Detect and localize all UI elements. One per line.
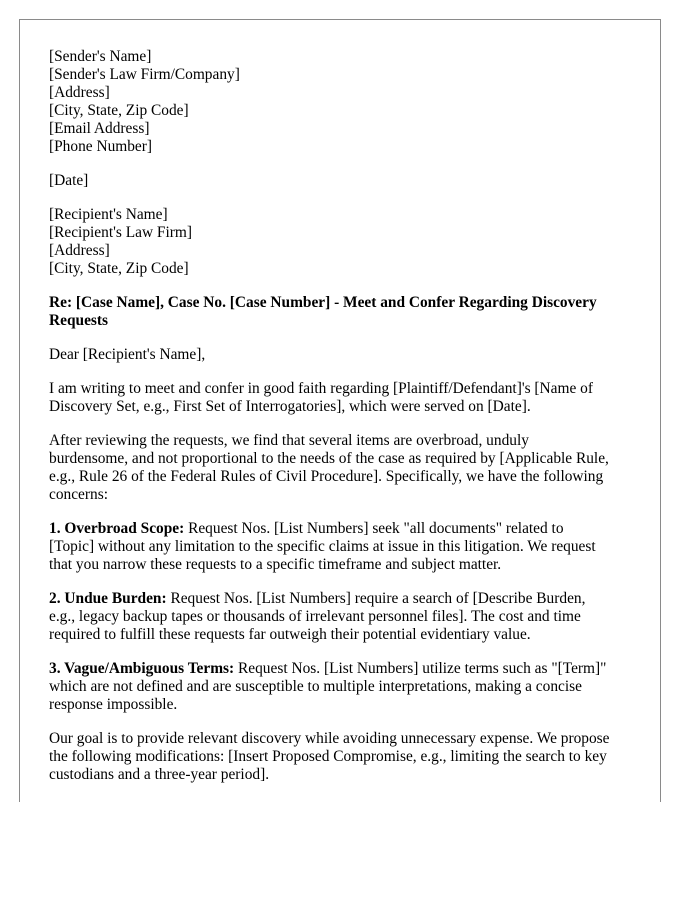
- review-paragraph: [49, 432, 639, 504]
- salutation-text: Dear [Recipient's Name],: [49, 346, 206, 363]
- recipient-firm: [Recipient's Law Firm]: [49, 224, 192, 241]
- sender-name: [Sender's Name]: [49, 48, 152, 65]
- subject-line-1: Re: [Case Name], Case No. [Case Number] - Meet and Confer Regarding Discovery: [49, 294, 597, 311]
- concern-1-line-3: that you narrow these requests to a specific timeframe and subject matter.: [49, 556, 502, 573]
- subject-line-2: Requests: [49, 312, 108, 329]
- recipient-block: [49, 206, 639, 278]
- concern-1-heading: 1. Overbroad Scope:: [49, 520, 185, 537]
- sender-address: [Address]: [49, 84, 110, 101]
- concern-3-heading: 3. Vague/Ambiguous Terms:: [49, 660, 235, 677]
- concern-3-line-3: response impossible.: [49, 696, 178, 713]
- review-line-3: e.g., Rule 26 of the Federal Rules of Civil Procedure]. Specifically, we have the following: [49, 468, 604, 485]
- review-line-4: concerns:: [49, 486, 108, 503]
- proposal-line-1: Our goal is to provide relevant discovery while avoiding unnecessary expense. We propose: [49, 730, 610, 747]
- proposal-line-3: custodians and a three-year period].: [49, 766, 270, 783]
- letter-body: [49, 48, 639, 784]
- concern-overbroad: [49, 520, 639, 574]
- concern-2-line-2: e.g., legacy backup tapes or thousands of irrelevant personnel files]. The cost and time: [49, 608, 581, 625]
- concern-vague-terms: [49, 660, 639, 714]
- letter-date: [Date]: [49, 172, 89, 189]
- sender-firm: [Sender's Law Firm/Company]: [49, 66, 240, 83]
- proposal-paragraph: [49, 730, 639, 784]
- concern-1-line-1: [49, 520, 639, 538]
- concern-3-line-1: [49, 660, 639, 678]
- sender-phone: [Phone Number]: [49, 138, 153, 155]
- review-line-2: burdensome, and not proportional to the needs of the case as required by [Applicable Rule,: [49, 450, 609, 467]
- recipient-address: [Address]: [49, 242, 110, 259]
- intro-line-2: Discovery Set, e.g., First Set of Interrogatories], which were served on [Date].: [49, 398, 531, 415]
- concern-2-text-1: Request Nos. [List Numbers] require a search of [Describe Burden,: [166, 590, 586, 607]
- intro-paragraph: [49, 380, 639, 416]
- proposal-line-2: the following modifications: [Insert Proposed Compromise, e.g., limiting the search to key: [49, 748, 607, 765]
- concern-1-text-1: Request Nos. [List Numbers] seek "all documents" related to: [184, 520, 564, 537]
- concern-undue-burden: [49, 590, 639, 644]
- concern-2-line-3: required to fulfill these requests far outweigh their potential evidentiary value.: [49, 626, 531, 643]
- concern-2-heading: 2. Undue Burden:: [49, 590, 167, 607]
- recipient-city-state-zip: [City, State, Zip Code]: [49, 260, 189, 277]
- recipient-name: [Recipient's Name]: [49, 206, 168, 223]
- letter-page: [19, 19, 661, 802]
- concern-2-line-1: [49, 590, 639, 608]
- concern-3-line-2: which are not defined and are susceptible to multiple interpretations, making a concise: [49, 678, 582, 695]
- date-block: [49, 172, 639, 190]
- sender-email: [Email Address]: [49, 120, 150, 137]
- sender-city-state-zip: [City, State, Zip Code]: [49, 102, 189, 119]
- intro-line-1: I am writing to meet and confer in good faith regarding [Plaintiff/Defendant]'s [Name of: [49, 380, 593, 397]
- concern-3-text-1: Request Nos. [List Numbers] utilize terms such as "[Term]": [234, 660, 607, 677]
- concern-1-line-2: [Topic] without any limitation to the specific claims at issue in this litigation. We request: [49, 538, 596, 555]
- review-line-1: After reviewing the requests, we find that several items are overbroad, unduly: [49, 432, 529, 449]
- salutation: [49, 346, 639, 364]
- sender-block: [49, 48, 639, 156]
- subject-line: [49, 294, 639, 330]
